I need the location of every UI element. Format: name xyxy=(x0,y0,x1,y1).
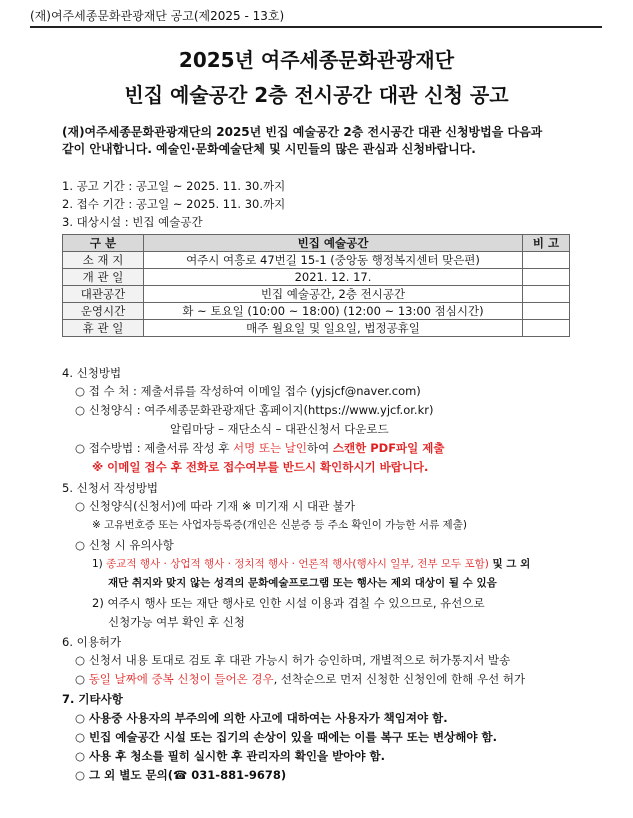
section-7-line-2: ○ 빈집 예술공간 시설 또는 집기의 손상이 있을 때에는 이를 복구 또는 변상해야 함. xyxy=(75,730,497,744)
table-value: 화 ~ 토요일 (10:00 ~ 18:00) (12:00 ~ 13:00 점심시간) xyxy=(144,303,523,320)
section-7-line-1: ○ 사용중 사용자의 부주의에 의한 사고에 대하여는 사용자가 책임져야 함. xyxy=(75,711,448,725)
note-1-tail: 및 그 외 xyxy=(488,558,531,570)
reception-period: 2. 접수 기간 : 공고일 ~ 2025. 11. 30.까지 xyxy=(62,197,286,211)
note-2-line-1: 2) 여주시 행사 또는 재단 행사로 인한 시설 이용과 겹칠 수 있으므로, 유선으로 xyxy=(92,596,485,610)
table-value: 빈집 예술공간, 2층 전시공간 xyxy=(144,286,523,303)
table-header-row xyxy=(63,235,570,252)
method-text-2: 하여 xyxy=(307,441,333,455)
top-divider xyxy=(30,26,602,28)
note-1-line-2: 재단 취지와 맞지 않는 성격의 문화예술프로그램 또는 행사는 제외 대상이 될 수 있음 xyxy=(108,577,497,589)
section-5-line-2: ※ 고유번호증 또는 사업자등록증(개인은 신분증 등 주소 확인이 가능한 서류 제출) xyxy=(92,519,467,531)
note-2-line-2: 신청가능 여부 확인 후 신청 xyxy=(108,615,245,629)
section-5-line-3: ○ 신청 시 유의사항 xyxy=(75,538,174,552)
section-5-line-1: ○ 신청양식(신청서)에 따라 기재 ※ 미기재 시 대관 불가 xyxy=(75,499,356,513)
section-6-line-2 xyxy=(75,671,525,687)
table-header: 비 고 xyxy=(523,235,570,252)
table-note xyxy=(523,320,570,337)
facility-table xyxy=(62,234,570,337)
section-7-line-3: ○ 사용 후 청소를 필히 실시한 후 관리자의 확인을 받아야 함. xyxy=(75,749,385,763)
section-4-heading: 4. 신청방법 xyxy=(62,366,122,380)
intro-line-1: (재)여주세종문화관광재단의 2025년 빈집 예술공간 2층 전시공간 대관 신청방법을 다음과 xyxy=(62,125,543,139)
section-5-heading: 5. 신청서 작성방법 xyxy=(62,481,159,495)
form-line-2: 알림마당 – 재단소식 – 대관신청서 다운로드 xyxy=(170,422,389,436)
section-6-line-1: ○ 신청서 내용 토대로 검토 후 대관 가능시 허가 승인하며, 개별적으로 허가통지서 발송 xyxy=(75,653,511,667)
duplicate-date-highlight: 동일 날짜에 중복 신청이 들어온 경우 xyxy=(88,672,274,686)
table-row xyxy=(63,286,570,303)
table-value: 매주 월요일 및 일요일, 법정공휴일 xyxy=(144,320,523,337)
table-header: 구 분 xyxy=(63,235,144,252)
page-title: 2025년 여주세종문화관광재단 xyxy=(178,48,455,72)
table-note xyxy=(523,286,570,303)
table-key: 운영시간 xyxy=(63,303,144,320)
table-key: 소 재 지 xyxy=(63,252,144,269)
notice-period: 1. 공고 기간 : 공고일 ~ 2025. 11. 30.까지 xyxy=(62,179,286,193)
note-1-highlight: 종교적 행사 · 상업적 행사 · 정치적 행사 · 언론적 행사(행사시 일부, 전부 모두 포함) xyxy=(106,558,489,570)
reception-line: ○ 접 수 처 : 제출서류를 작성하여 이메일 접수 (yjsjcf@naver.com) xyxy=(75,384,421,398)
section-6-bullet: ○ xyxy=(75,672,89,686)
table-value: 여주시 여흥로 47번길 15-1 (중앙동 행정복지센터 맞은편) xyxy=(144,252,523,269)
table-row xyxy=(63,303,570,320)
table-row xyxy=(63,320,570,337)
note-1-number: 1) xyxy=(92,558,103,570)
table-row xyxy=(63,252,570,269)
table-key: 개 관 일 xyxy=(63,269,144,286)
table-row xyxy=(63,269,570,286)
intro-line-2: 같이 안내합니다. 예술인·문화예술단체 및 시민들의 많은 관심과 신청바랍니다. xyxy=(62,142,476,156)
table-value: 2021. 12. 17. xyxy=(144,269,523,286)
note-1-line-1 xyxy=(92,556,530,571)
method-signature-highlight: 서명 또는 날인 xyxy=(233,441,308,455)
table-note xyxy=(523,269,570,286)
section-6-heading: 6. 이용허가 xyxy=(62,635,122,649)
method-text: ○ 접수방법 : 제출서류 작성 후 xyxy=(75,441,234,455)
page-subtitle: 빈집 예술공간 2층 전시공간 대관 신청 공고 xyxy=(124,83,509,107)
section-6-tail: , 선착순으로 먼저 신청한 신청인에 한해 우선 허가 xyxy=(273,672,526,686)
table-note xyxy=(523,252,570,269)
warning-line: ※ 이메일 접수 후 전화로 접수여부를 반드시 확인하시기 바랍니다. xyxy=(92,460,429,474)
table-note xyxy=(523,303,570,320)
method-pdf-highlight: 스캔한 PDF파일 제출 xyxy=(332,441,445,455)
method-line xyxy=(75,440,445,456)
table-header: 빈집 예술공간 xyxy=(144,235,523,252)
form-line-1: ○ 신청양식 : 여주세종문화관광재단 홈페이지(https://www.yjcf.or.kr) xyxy=(75,403,434,417)
table-key: 휴 관 일 xyxy=(63,320,144,337)
table-key: 대관공간 xyxy=(63,286,144,303)
section-7-heading: 7. 기타사항 xyxy=(62,692,123,706)
notice-number: (재)여주세종문화관광재단 공고(제2025 - 13호) xyxy=(30,9,285,23)
contact-line: ○ 그 외 별도 문의(☎ 031-881-9678) xyxy=(75,768,287,782)
target-facility: 3. 대상시설 : 빈집 예술공간 xyxy=(62,215,203,229)
